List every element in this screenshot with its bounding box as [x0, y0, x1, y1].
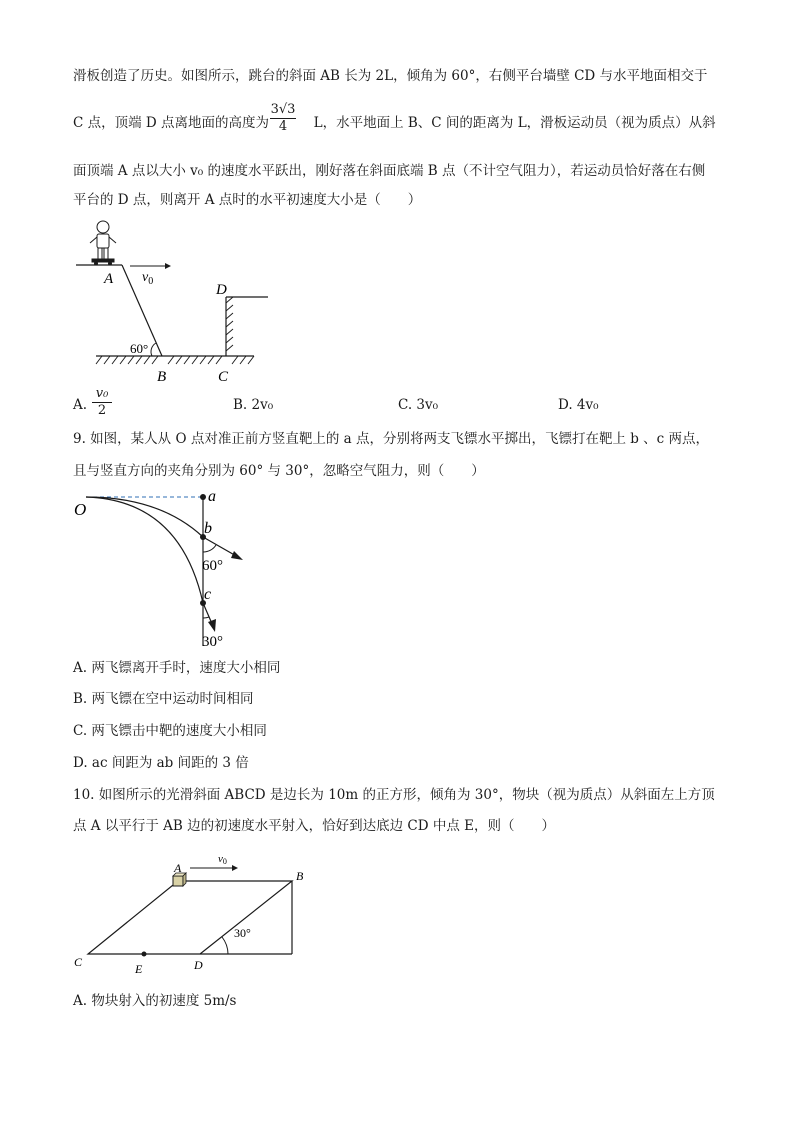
label-c-point: c — [204, 586, 212, 603]
angle-label-b: 60° — [202, 558, 223, 574]
label-c: C — [218, 369, 229, 385]
velocity-arrowhead — [232, 865, 238, 871]
label-c: C — [74, 955, 83, 969]
q10-option-a[interactable]: A. 物块射入的初速度 5m/s — [73, 993, 237, 1009]
label-e: E — [135, 962, 143, 976]
q8-text-line-2-post: L，水平地面上 B、C 间的距离为 L，滑板运动员（视为质点）从斜 — [313, 115, 716, 131]
q9-text-line-2: 且与竖直方向的夹角分别为 60° 与 30°，忽略空气阻力，则（ ） — [73, 463, 485, 479]
q8-option-a[interactable]: A. — [73, 397, 88, 413]
label-a: A — [174, 861, 182, 875]
label-v: v0 — [218, 853, 227, 866]
q9-option-d[interactable]: D. ac 间距为 ab 间距的 3 倍 — [73, 755, 249, 771]
label-b-point: b — [204, 520, 212, 537]
q8-text-line-4: 平台的 D 点，则离开 A 点时的水平初速度大小是（ ） — [73, 192, 422, 208]
q8-option-b[interactable]: B. 2v₀ — [233, 397, 274, 413]
q8-text-line-3: 面顶端 A 点以大小 v₀ 的速度水平跃出，刚好落在斜面底端 B 点（不计空气阻力），若运动员恰好落在右侧 — [73, 163, 706, 179]
q8-text-line-2-pre: C 点，顶端 D 点离地面的高度为 — [73, 115, 270, 131]
q8-option-c[interactable]: C. 3v₀ — [398, 397, 439, 413]
q8-text-line-1: 滑板创造了历史。如图所示，跳台的斜面 AB 长为 2L，倾角为 60°，右侧平台墙壁 CD 与水平地面相交于 — [73, 68, 708, 84]
label-v: $v_0$ — [142, 270, 154, 287]
q8-option-a-fraction: $\frac{\text{v₀}}{2}$ — [92, 386, 112, 419]
q9-option-b[interactable]: B. 两飞镖在空中运动时间相同 — [73, 691, 254, 707]
fraction-numerator: 3√3 — [270, 102, 296, 117]
label-a: A — [104, 271, 114, 287]
fraction-denominator: 4 — [270, 118, 296, 135]
q9-option-a[interactable]: A. 两飞镖离开手时，速度大小相同 — [73, 660, 281, 676]
angle-label: 30° — [234, 926, 251, 940]
label-a-point: a — [208, 488, 216, 505]
label-o: O — [74, 500, 87, 519]
q9-text-line-1: 9. 如图，某人从 O 点对准正前方竖直靶上的 a 点，分别将两支飞镖水平掷出，飞镖打在靶上 b 、c 两点， — [73, 431, 710, 447]
label-d: D — [216, 282, 227, 298]
q10-text-line-2: 点 A 以平行于 AB 边的初速度水平射入，恰好到达底边 CD 中点 E，则（ ） — [73, 818, 555, 834]
q8-option-d[interactable]: D. 4v₀ — [558, 397, 599, 413]
angle-label-c: 30° — [202, 634, 223, 650]
q9-option-c[interactable]: C. 两飞镖击中靶的速度大小相同 — [73, 723, 267, 739]
label-b: B — [296, 869, 304, 883]
point-e — [142, 952, 147, 957]
q10-text-line-1: 10. 如图所示的光滑斜面 ABCD 是边长为 10m 的正方形，倾角为 30°，物块（视为质点）从斜面左上方顶 — [73, 787, 715, 803]
incline-abdc — [88, 881, 292, 954]
label-d: D — [194, 958, 203, 972]
angle-arc — [222, 937, 228, 954]
angle-label: 60° — [130, 341, 149, 356]
label-b: B — [157, 369, 167, 385]
